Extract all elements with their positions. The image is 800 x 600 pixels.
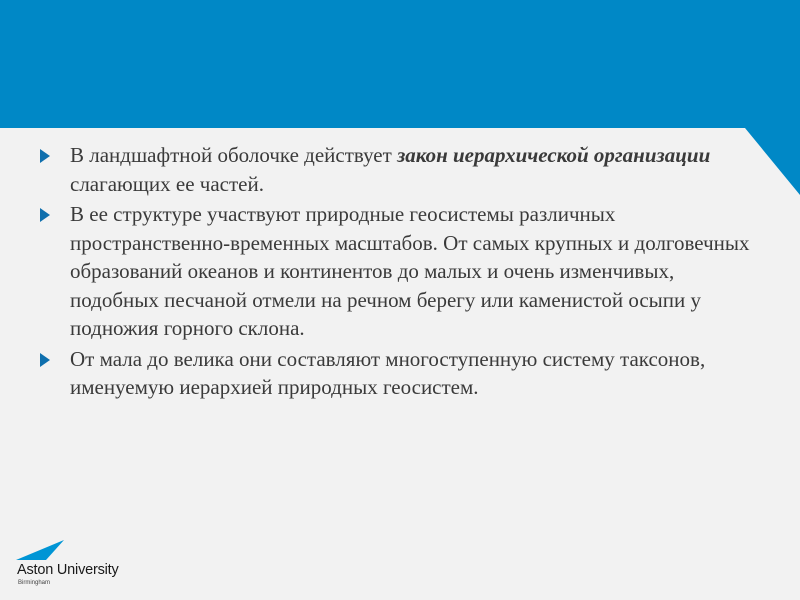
bullet-item	[40, 345, 765, 402]
bullet-text: В ее структуре участвуют природные геосистемы различных пространственно-временных масштабов. От самых крупных и долговечных образований океанов и континентов до малых и очень изменчивых, подобных песчаной отмели на речном берегу или каменистой осыпи у подножия горного склона.	[70, 202, 750, 340]
aston-university-logo	[14, 536, 144, 591]
logo-name: Aston University	[17, 562, 119, 578]
bullet-item	[40, 200, 765, 343]
triangle-bullet-icon	[40, 353, 50, 367]
bullet-item	[40, 141, 765, 198]
triangle-bullet-icon	[40, 149, 50, 163]
logo-city: Birmingham	[18, 580, 51, 586]
triangle-bullet-icon	[40, 208, 50, 222]
bullet-text-end: слагающих ее частей.	[70, 171, 264, 196]
logo-triangle-icon	[16, 540, 66, 560]
bullet-emphasis: закон иерархической организации	[397, 143, 711, 167]
bullet-text: От мала до велика они составляют многоступенную систему таксонов, именуемую иерархией природных геосистем.	[70, 346, 706, 399]
bullet-text: В ландшафтной оболочке действует	[70, 143, 398, 167]
bullet-list	[40, 141, 765, 404]
